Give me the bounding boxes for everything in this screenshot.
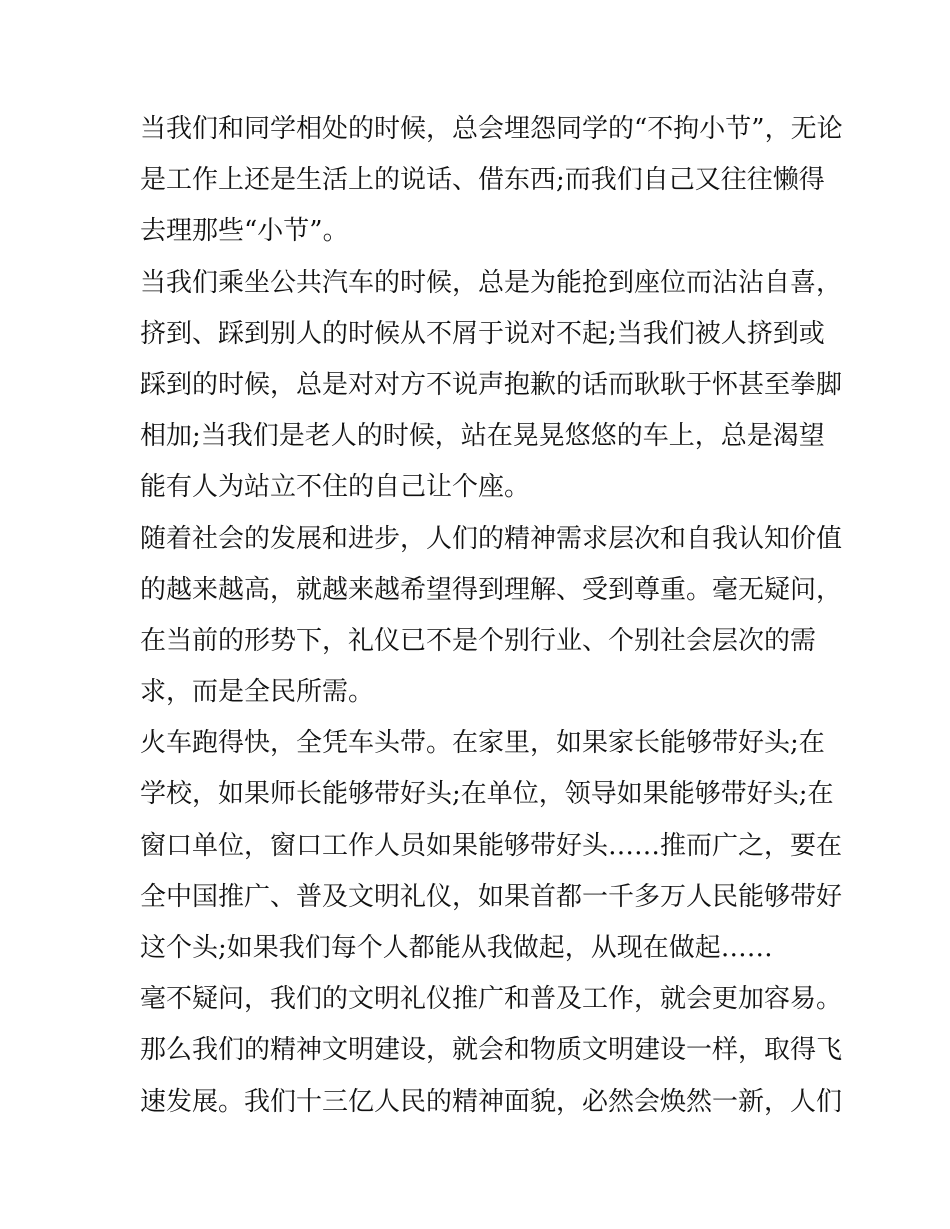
text-line: 窗口单位，窗口工作人员如果能够带好头……推而广之，要在 <box>140 830 843 861</box>
text-line: 全中国推广、普及文明礼仪，如果首都一千多万人民能够带好 <box>140 881 843 912</box>
text-line: 速发展。我们十三亿人民的精神面貌，必然会焕然一新，人们 <box>140 1086 843 1117</box>
text-line: 相加;当我们是老人的时候，站在晃晃悠悠的车上，总是渴望 <box>140 421 825 452</box>
text-line: 的越来越高，就越来越希望得到理解、受到尊重。毫无疑问， <box>140 574 843 605</box>
text-line: 随着社会的发展和进步，人们的精神需求层次和自我认知价值 <box>140 523 843 554</box>
text-line: 去理那些“小节”。 <box>140 216 349 247</box>
text-line: 毫不疑问，我们的文明礼仪推广和普及工作，就会更加容易。 <box>140 984 843 1015</box>
document-body <box>140 104 843 1128</box>
text-line: 在当前的形势下，礼仪已不是个别行业、个别社会层次的需 <box>140 625 817 656</box>
text-line: 能有人为站立不住的自己让个座。 <box>140 472 531 503</box>
text-line: 那么我们的精神文明建设，就会和物质文明建设一样，取得飞 <box>140 1035 843 1066</box>
text-line: 当我们乘坐公共汽车的时候，总是为能抢到座位而沾沾自喜， <box>140 267 843 298</box>
text-line: 火车跑得快，全凭车头带。在家里，如果家长能够带好头;在 <box>140 728 825 759</box>
text-line: 学校，如果师长能够带好头;在单位，领导如果能够带好头;在 <box>140 779 834 810</box>
text-line: 挤到、踩到别人的时候从不屑于说对不起;当我们被人挤到或 <box>140 318 825 349</box>
text-line: 踩到的时候，总是对对方不说声抱歉的话而耿耿于怀甚至拳脚 <box>140 369 843 400</box>
text-line: 是工作上还是生活上的说话、借东西;而我们自己又往往懒得 <box>140 165 825 196</box>
text-line: 当我们和同学相处的时候，总会埋怨同学的“不拘小节”，无论 <box>140 114 843 144</box>
text-line: 这个头;如果我们每个人都能从我做起，从现在做起…… <box>140 933 773 963</box>
text-line: 求，而是全民所需。 <box>140 677 375 708</box>
